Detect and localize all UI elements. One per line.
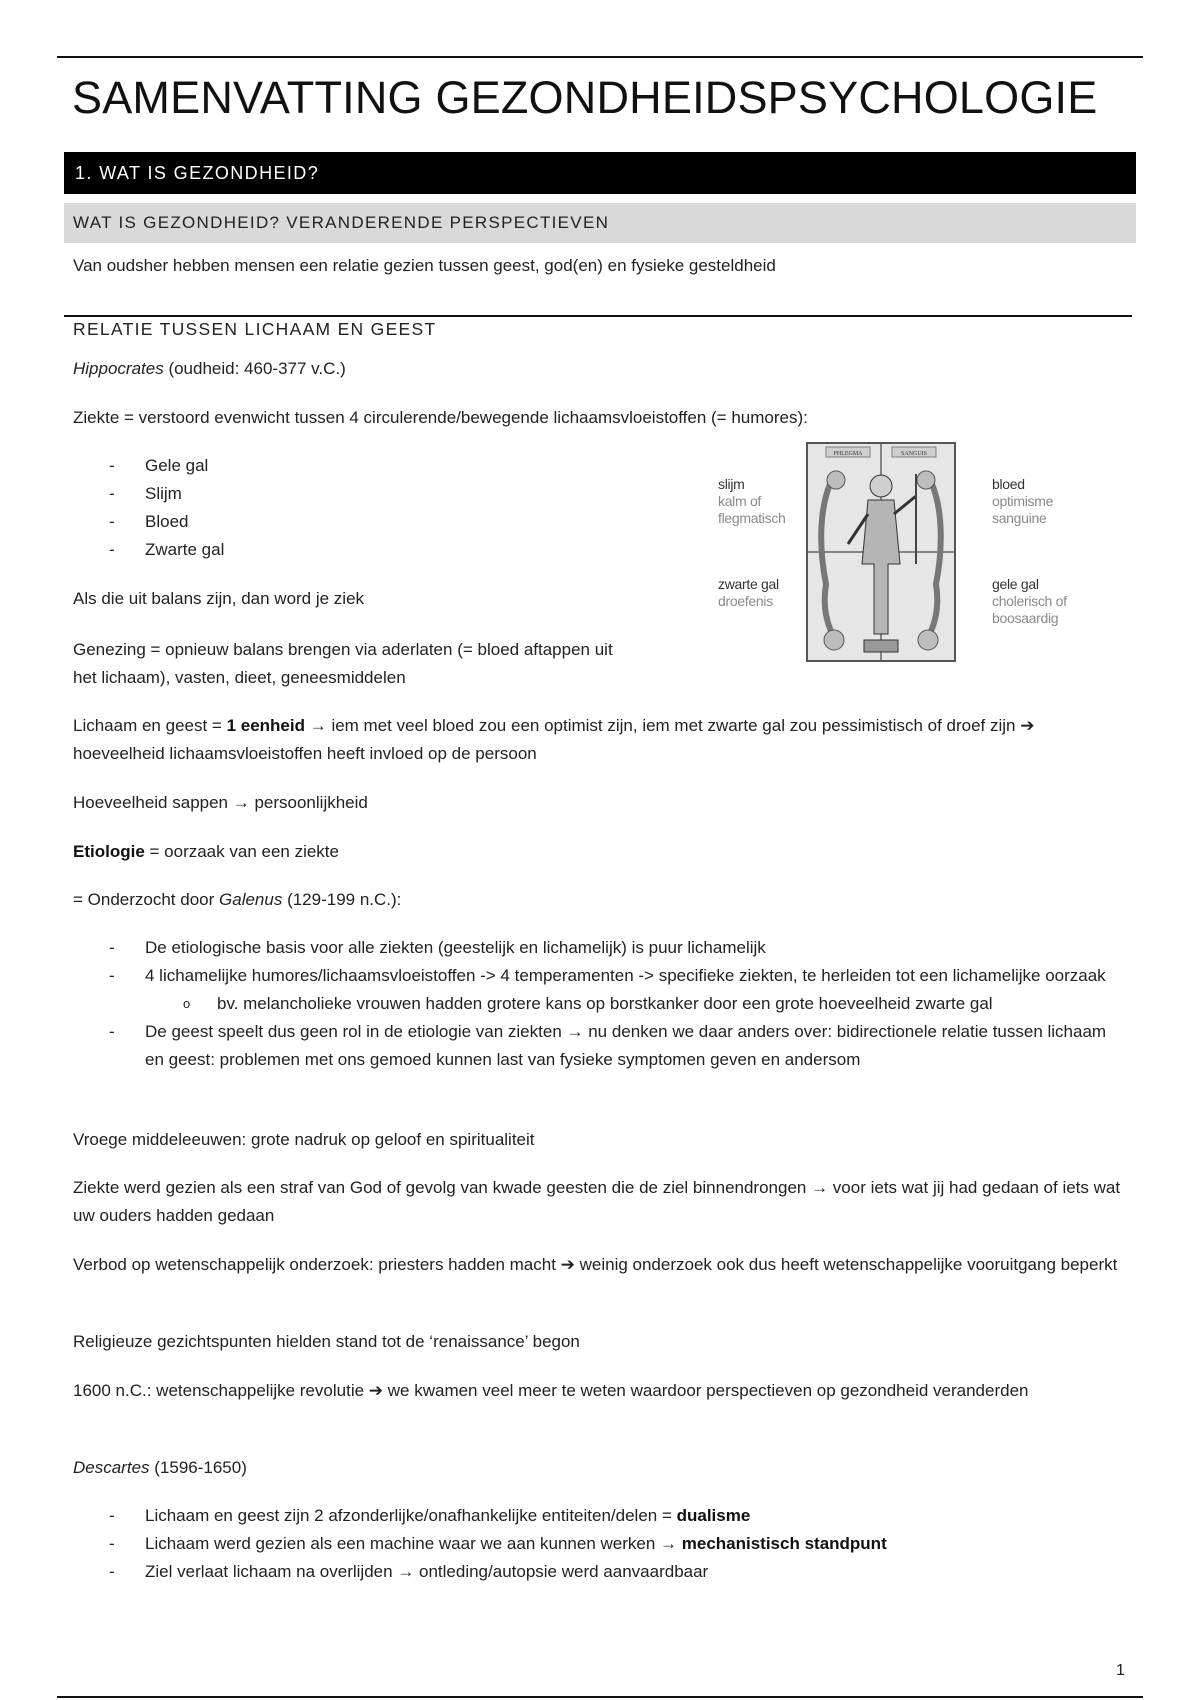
sappen-line: Hoeveelheid sappen → persoonlijkheid — [73, 793, 368, 812]
dualisme-term: dualisme — [676, 1506, 751, 1525]
subsection-heading: WAT IS GEZONDHEID? VERANDERENDE PERSPECTIEVEN — [73, 213, 610, 232]
galenus-line: = Onderzocht door Galenus (129-199 n.C.): — [73, 890, 402, 909]
list-item: - Ziel verlaat lichaam na overlijden → ontleding/autopsie werd aanvaardbaar — [109, 1562, 709, 1581]
humores-figure — [718, 440, 1098, 660]
intro-paragraph: Van oudsher hebben mensen een relatie gezien tussen geest, god(en) en fysieke gesteldheid — [73, 256, 776, 275]
ziekte-definition: Ziekte = verstoord evenwicht tussen 4 circulerende/bewegende lichaamsvloeistoffen (= humores): — [73, 408, 808, 427]
eenheid-bold: 1 eenheid — [226, 716, 305, 735]
figure-label-gele-gal: gele gal cholerisch of boosaardig — [992, 576, 1067, 626]
engraving-illustration — [808, 444, 954, 660]
list-item: - Lichaam en geest zijn 2 afzonderlijke/onafhankelijke entiteiten/delen = dualisme — [109, 1506, 751, 1525]
list-item: - Zwarte gal — [109, 540, 225, 559]
subheading-relatie: RELATIE TUSSEN LICHAAM EN GEEST — [73, 319, 437, 339]
figure-label-slijm: slijm kalm of flegmatisch — [718, 476, 786, 526]
hippocrates-dates: (oudheid: 460-377 v.C.) — [163, 359, 346, 378]
bottom-rule — [57, 1696, 1143, 1698]
middeleeuwen-line: Vroege middeleeuwen: grote nadruk op geloof en spiritualiteit — [73, 1130, 535, 1149]
document-title: SAMENVATTING GEZONDHEIDSPSYCHOLOGIE — [72, 72, 1098, 123]
descartes-line: Descartes (1596-1650) — [73, 1458, 247, 1477]
mechanistisch-term: mechanistisch standpunt — [681, 1534, 887, 1553]
list-item: - Lichaam werd gezien als een machine waar we aan kunnen werken → mechanistisch standpunt — [109, 1534, 887, 1553]
revolutie-paragraph: 1600 n.C.: wetenschappelijke revolutie ➔ we kwamen veel meer te weten waardoor perspectieven op gezondheid veranderden — [73, 1381, 1029, 1400]
descartes-list — [73, 1502, 1123, 1586]
humores-engraving — [806, 442, 956, 662]
list-item: - De etiologische basis voor alle ziekten (geestelijk en lichamelijk) is puur lichamelijk — [109, 938, 766, 957]
figure-label-bloed: bloed optimisme sanguine — [992, 476, 1054, 526]
list-subitem: o bv. melancholieke vrouwen hadden grotere kans op borstkanker door een grote hoeveelheid zwarte gal — [183, 994, 993, 1013]
hippocrates-name: Hippocrates — [73, 359, 164, 378]
verbod-paragraph: Verbod op wetenschappelijk onderzoek: priesters hadden macht ➔ weinig onderzoek ook dus heeft wetenschappelijke vooruitgang beperkt — [73, 1255, 1118, 1274]
subheading-rule — [64, 315, 1132, 317]
eenheid-paragraph: Lichaam en geest = 1 eenheid → iem met veel bloed zou een optimist zijn, iem met zwarte gal zou pessimistisch of droef zijn ➔ hoeveelheid lichaamsvloeistoffen heeft invloed op de persoon — [73, 716, 1035, 763]
list-item: - 4 lichamelijke humores/lichaamsvloeistoffen -> 4 temperamenten -> specifieke ziekten, te herleiden tot een lichamelijke oorzaak — [109, 966, 1106, 985]
list-item: - Slijm — [109, 484, 182, 503]
hippocrates-line — [73, 355, 346, 383]
section-heading: 1. WAT IS GEZONDHEID? — [75, 163, 320, 183]
top-rule — [57, 56, 1143, 58]
straf-paragraph: Ziekte werd gezien als een straf van God of gevolg van kwade geesten die de ziel binnendrongen → voor iets wat jij had gedaan of iets wat uw ouders hadden gedaan — [73, 1178, 1121, 1225]
figure-label-zwarte-gal: zwarte gal droefenis — [718, 576, 779, 609]
descartes-name: Descartes — [73, 1458, 150, 1477]
genezing-line-1: Genezing = opnieuw balans brengen via aderlaten (= bloed aftappen uit — [73, 640, 613, 659]
section-heading-bar — [64, 152, 1136, 194]
page-number: 1 — [1116, 1662, 1125, 1679]
renaissance-line: Religieuze gezichtspunten hielden stand tot de ‘renaissance’ begon — [73, 1332, 580, 1351]
galenus-list — [73, 934, 1123, 1074]
list-item: - Gele gal — [109, 456, 209, 475]
subsection-heading-bar — [64, 203, 1136, 243]
genezing-line-2: het lichaam), vasten, dieet, geneesmiddelen — [73, 668, 406, 687]
list-item: - De geest speelt dus geen rol in de etiologie van ziekten → nu denken we daar anders over: bidirectionele relatie tussen lichaam en geest: problemen met ons gemoed kunnen last van fysieke symptomen geven en andersom — [109, 1022, 1107, 1069]
humores-list — [73, 452, 673, 564]
galenus-name: Galenus — [219, 890, 283, 909]
engraving-label-phlegma: PHLEGMA — [833, 451, 863, 457]
etiologie-line: Etiologie = oorzaak van een ziekte — [73, 842, 339, 861]
balans-line: Als die uit balans zijn, dan word je ziek — [73, 589, 365, 608]
etiologie-term: Etiologie — [73, 842, 145, 861]
engraving-label-sanguis: SANGUIS — [900, 451, 928, 457]
list-item: - Bloed — [109, 512, 189, 531]
